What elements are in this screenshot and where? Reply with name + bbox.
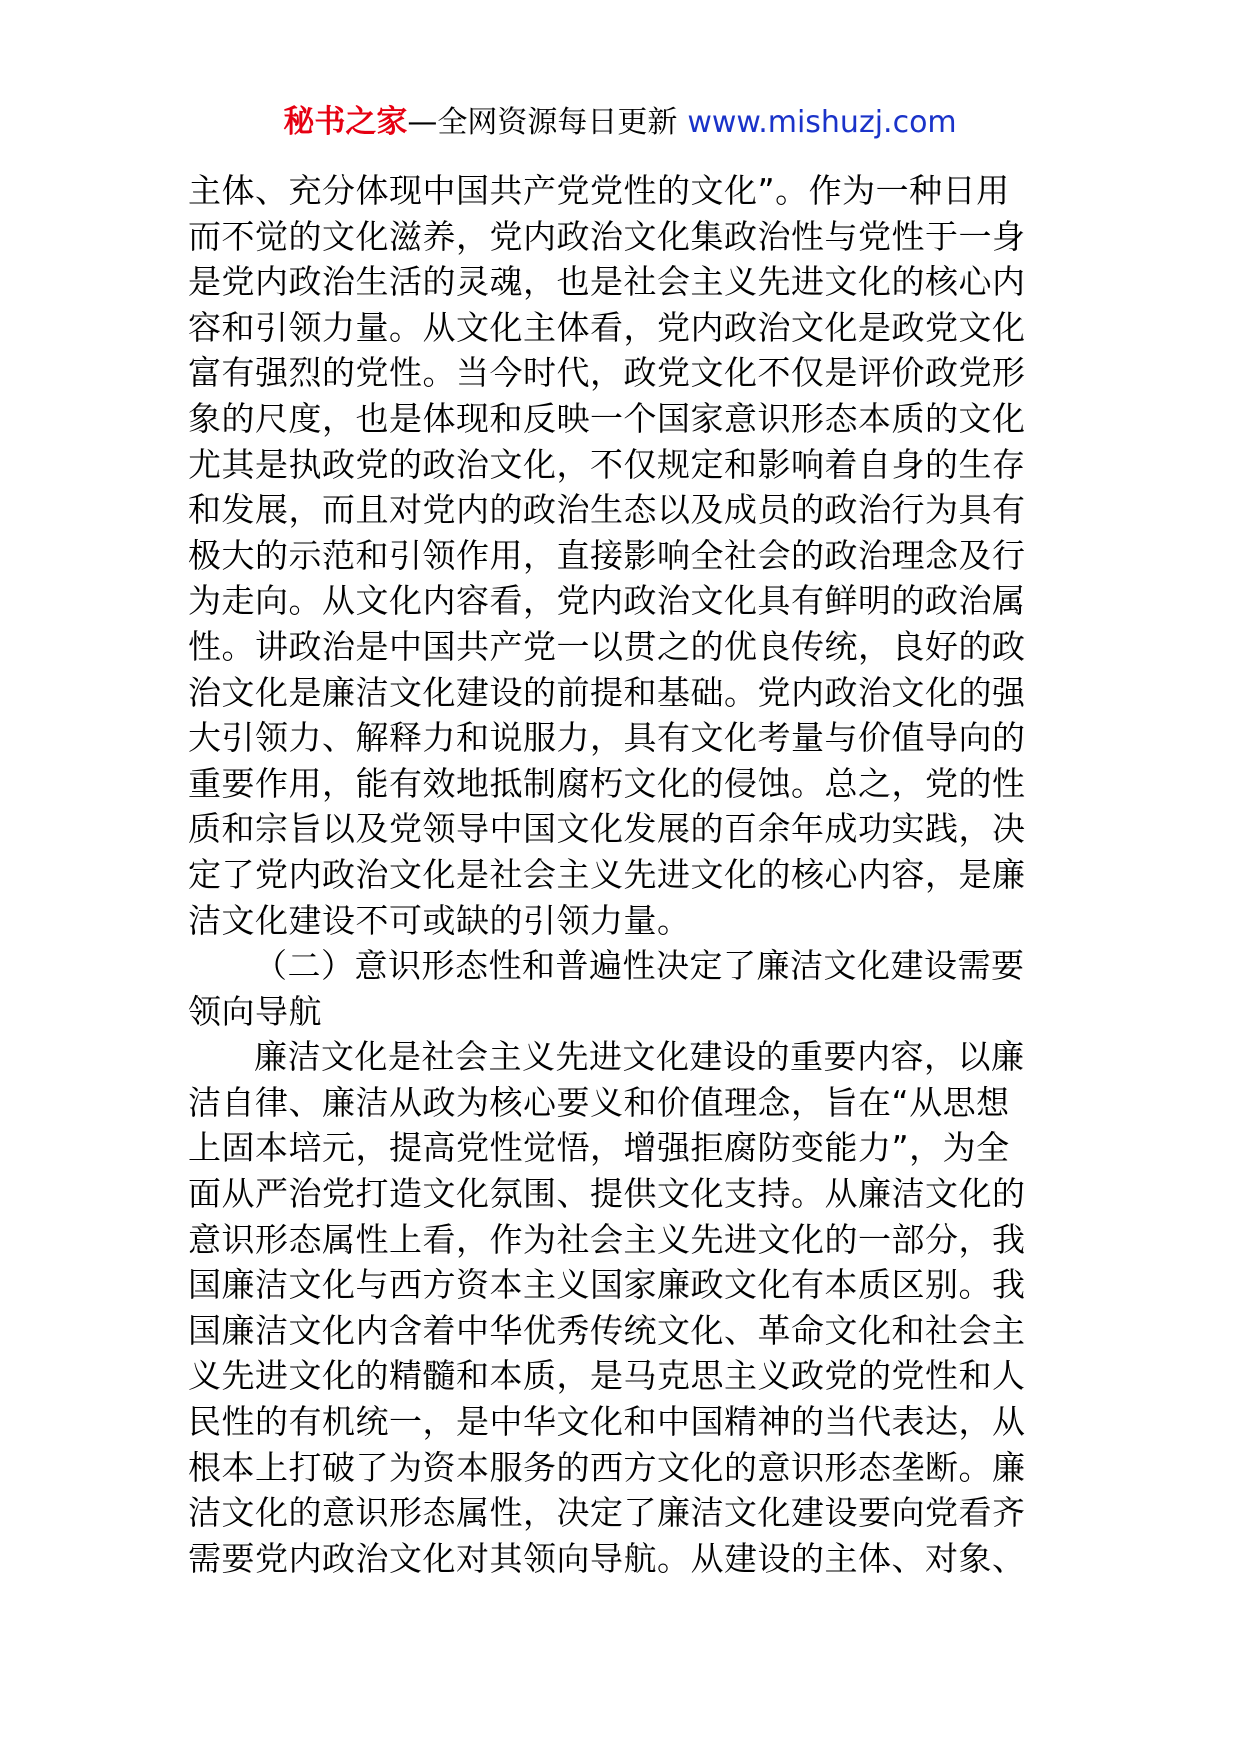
text-line: 象的尺度，也是体现和反映一个国家意识形态本质的文化 [188,398,1026,438]
site-tagline: —全网资源每日更新 [407,105,678,140]
document-body [188,168,1060,1581]
text-line: 富有强烈的党性。当今时代，政党文化不仅是评价政党形 [188,353,1026,393]
text-line: 根本上打破了为资本服务的西方文化的意识形态垄断。廉 [188,1447,1026,1487]
text-line: 极大的示范和引领作用，直接影响全社会的政治理念及行 [188,535,1026,575]
text-line: 洁自律、廉洁从政为核心要义和价值理念，旨在“从思想 [188,1082,1010,1122]
site-brand: 秘书之家 [283,104,408,140]
text-line: 和发展，而且对党内的政治生态以及成员的政治行为具有 [188,490,1026,530]
text-line: 国廉洁文化内含着中华优秀传统文化、革命文化和社会主 [188,1310,1026,1350]
text-line: 上固本培元，提高党性觉悟，增强拒腐防变能力”，为全 [188,1128,1010,1168]
text-line: 大引领力、解释力和说服力，具有文化考量与价值导向的 [188,718,1026,758]
text-line: 为走向。从文化内容看，党内政治文化具有鲜明的政治属 [188,581,1026,621]
text-line: 廉洁文化是社会主义先进文化建设的重要内容，以廉 [254,1037,1025,1077]
text-line: 容和引领力量。从文化主体看，党内政治文化是政党文化 [188,307,1026,347]
text-line: 重要作用，能有效地抵制腐朽文化的侵蚀。总之，党的性 [188,763,1026,803]
text-line: 民性的有机统一，是中华文化和中国精神的当代表达，从 [188,1402,1026,1442]
text-line: 国廉洁文化与西方资本主义国家廉政文化有本质区别。我 [188,1265,1026,1305]
text-line: 面从严治党打造文化氛围、提供文化支持。从廉洁文化的 [188,1174,1026,1214]
site-header [0,100,1240,144]
text-line: 需要党内政治文化对其领向导航。从建设的主体、对象、 [188,1538,1026,1578]
text-line: 意识形态属性上看，作为社会主义先进文化的一部分，我 [188,1219,1026,1259]
text-line: 而不觉的文化滋养，党内政治文化集政治性与党性于一身 [188,216,1026,256]
text-line: 洁文化的意识形态属性，决定了廉洁文化建设要向党看齐 [188,1493,1026,1533]
text-line: 治文化是廉洁文化建设的前提和基础。党内政治文化的强 [188,672,1026,712]
section-heading-line: （二）意识形态性和普遍性决定了廉洁文化建设需要 [254,946,1025,986]
section-heading-line: 领向导航 [188,991,322,1031]
site-url-link[interactable]: www.mishuzj.com [687,105,957,140]
text-line: 性。讲政治是中国共产党一以贯之的优良传统，良好的政 [188,626,1026,666]
text-line: 义先进文化的精髓和本质，是马克思主义政党的党性和人 [188,1356,1026,1396]
text-line: 尤其是执政党的政治文化，不仅规定和影响着自身的生存 [188,444,1026,484]
text-line: 洁文化建设不可或缺的引领力量。 [188,900,691,940]
text-line: 主体、充分体现中国共产党党性的文化”。作为一种日用 [188,171,1010,210]
text-line: 质和宗旨以及党领导中国文化发展的百余年成功实践，决 [188,809,1026,849]
text-line: 定了党内政治文化是社会主义先进文化的核心内容，是廉 [188,854,1026,894]
text-line: 是党内政治生活的灵魂，也是社会主义先进文化的核心内 [188,262,1026,302]
